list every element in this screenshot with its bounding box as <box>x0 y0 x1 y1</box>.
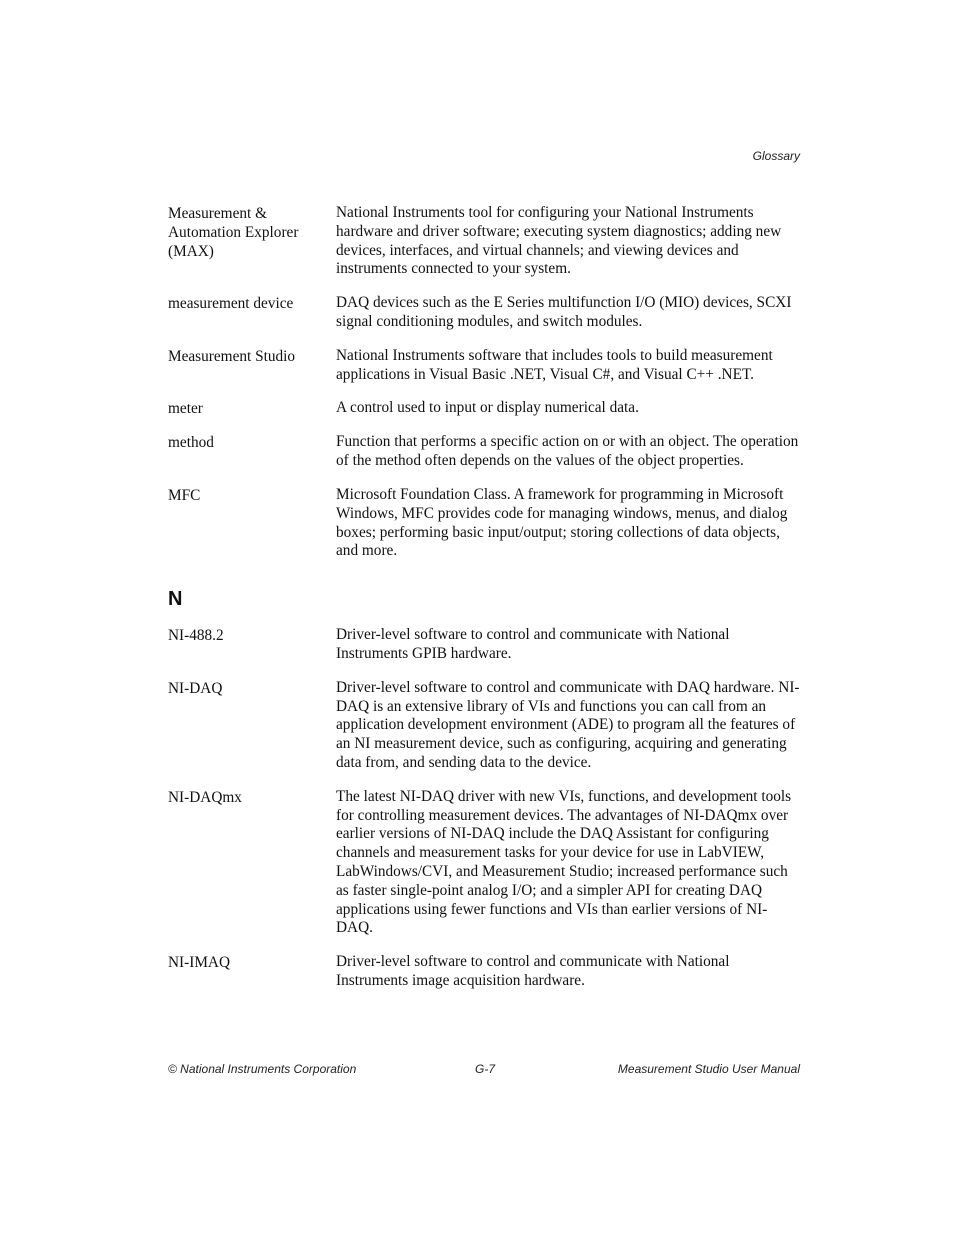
glossary-definition: National Instruments software that includes tools to build measurement applications in Visual Basic .NET, Visual C#, and Visual C++ .NET. <box>336 346 773 383</box>
glossary-definition: National Instruments tool for configuring your National Instruments hardware and driver software; executing system diagnostics; adding new devices, interfaces, and virtual channels; and viewing devices and instruments connected to your system. <box>336 204 782 278</box>
glossary-entry <box>168 204 800 279</box>
glossary-definition: The latest NI-DAQ driver with new VIs, functions, and development tools for controlling measurement devices. The advantages of NI-DAQmx over earlier versions of NI-DAQ include the DAQ Assistant for configuring channels and measurement tasks for your device for use in LabVIEW, LabWindows/CVI, and Measurement Studio; increased performance such as faster single-point analog I/O; and a simpler API for creating DAQ applications using fewer functions and VIs than earlier versions of NI-DAQ. <box>336 787 792 937</box>
running-head-title: Glossary <box>752 149 800 163</box>
glossary-section-n <box>168 587 800 991</box>
glossary-term: measurement device <box>168 295 294 313</box>
glossary-term: method <box>168 434 214 452</box>
glossary-entry <box>168 433 800 471</box>
glossary-term: meter <box>168 400 203 418</box>
glossary-entry <box>168 399 800 418</box>
glossary-term: NI-IMAQ <box>168 954 231 972</box>
glossary-term: Measurement Studio <box>168 347 296 365</box>
glossary-term: NI-DAQ <box>168 679 223 697</box>
glossary-definition: Microsoft Foundation Class. A framework for programming in Microsoft Windows, MFC provides code for managing windows, menus, and dialog boxes; performing basic input/output; storing collections of data objects, and more. <box>336 485 788 560</box>
glossary-term: NI-DAQmx <box>168 788 242 806</box>
glossary-section-m <box>168 204 800 561</box>
glossary-entry <box>168 294 800 332</box>
glossary-term: NI-488.2 <box>168 627 224 645</box>
glossary-term: Measurement & Automation Explorer (MAX) <box>168 205 299 260</box>
glossary-term: MFC <box>168 486 201 504</box>
glossary-entry <box>168 347 800 385</box>
glossary-definition: Driver-level software to control and communicate with National Instruments GPIB hardware. <box>336 626 730 662</box>
glossary-definition: Driver-level software to control and communicate with National Instruments image acquisition hardware. <box>336 953 730 989</box>
glossary-definition: DAQ devices such as the E Series multifunction I/O (MIO) devices, SCXI signal conditioning modules, and switch modules. <box>336 294 792 330</box>
glossary-definition: Function that performs a specific action on or with an object. The operation of the method often depends on the values of the object properties. <box>336 433 799 470</box>
glossary-entry <box>168 626 800 664</box>
section-heading: N <box>168 588 183 611</box>
glossary-entry <box>168 486 800 561</box>
footer-manual-title: Measurement Studio User Manual <box>617 1062 800 1076</box>
footer-copyright: © National Instruments Corporation <box>168 1062 357 1076</box>
glossary-entry <box>168 679 800 773</box>
glossary-content <box>168 204 800 1006</box>
footer-page-number: G-7 <box>475 1062 496 1076</box>
glossary-entry <box>168 788 800 938</box>
glossary-definition: Driver-level software to control and communicate with DAQ hardware. NI-DAQ is an extensive library of VIs and functions you can call from an application development environment (ADE) to program all the features of an NI measurement device, such as configuring, acquiring and generating data from, and sending data to the device. <box>336 678 800 771</box>
glossary-entry <box>168 953 800 991</box>
glossary-definition: A control used to input or display numerical data. <box>336 399 639 417</box>
